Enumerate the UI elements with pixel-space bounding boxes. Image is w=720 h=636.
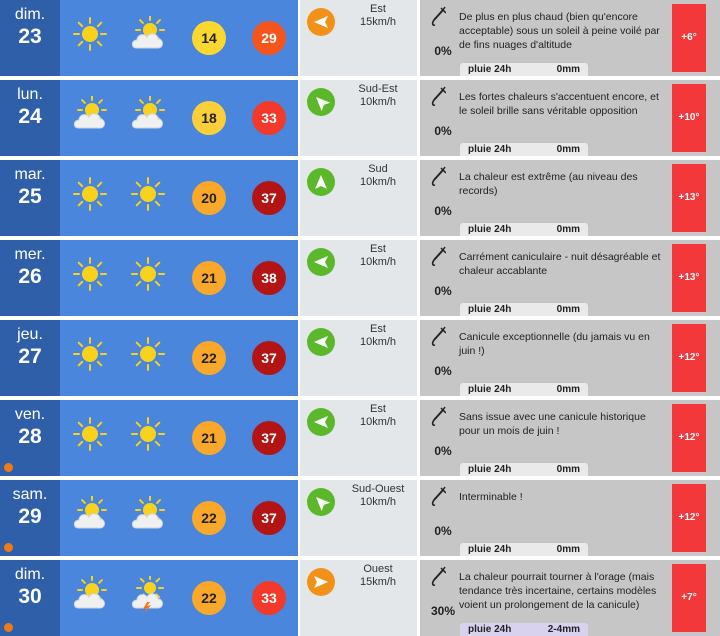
temp-min: 21 — [192, 261, 226, 295]
temp-min: 22 — [192, 501, 226, 535]
rain-24h-bar — [460, 303, 588, 316]
day-name: dim. — [14, 566, 46, 583]
forecast-description: La chaleur pourrait tourner à l'orage (mais tendance très incertaine, certains modèles voient un prolongement de la canicule) — [459, 571, 657, 611]
wind-arrow-icon — [306, 7, 336, 37]
rain-24h-bar — [460, 223, 588, 236]
temp-anomaly: +10° — [672, 84, 706, 152]
wind-speed: 10km/h — [359, 336, 397, 348]
umbrella-icon — [430, 246, 446, 268]
wind-direction: Est — [370, 243, 386, 255]
temp-min: 21 — [192, 421, 226, 455]
weather-cell — [60, 560, 298, 636]
day-name: dim. — [14, 6, 46, 23]
day-cell — [0, 160, 60, 236]
rain-24h-amount: 0mm — [556, 144, 580, 155]
rain-24h-label: pluie 24h — [468, 304, 512, 315]
temp-anomaly: +12° — [672, 324, 706, 392]
temp-min: 18 — [192, 101, 226, 135]
rain-probability: 0% — [434, 44, 452, 58]
umbrella-icon — [430, 566, 446, 588]
umbrella-icon — [430, 6, 446, 28]
day-name: lun. — [17, 86, 43, 103]
umbrella-icon — [430, 406, 446, 428]
forecast-row-jeu-27[interactable] — [0, 320, 720, 396]
day-name: sam. — [12, 486, 48, 503]
wind-arrow-icon — [306, 247, 336, 277]
temp-max: 37 — [252, 181, 286, 215]
rain-24h-amount: 0mm — [556, 384, 580, 395]
temp-anomaly: +7° — [672, 564, 706, 632]
day-number: 24 — [18, 105, 42, 128]
day-name: mar. — [14, 166, 46, 183]
umbrella-icon — [430, 486, 446, 508]
day-name: jeu. — [17, 326, 43, 343]
wind-speed: 10km/h — [359, 256, 397, 268]
sun-icon — [130, 176, 166, 212]
day-number: 30 — [18, 585, 42, 608]
sun-cloud-icon — [72, 96, 108, 132]
weather-cell — [60, 240, 298, 316]
temp-max: 38 — [252, 261, 286, 295]
umbrella-icon — [430, 326, 446, 348]
wind-arrow-icon — [306, 487, 336, 517]
temp-max: 37 — [252, 501, 286, 535]
day-number: 25 — [18, 185, 42, 208]
day-number: 27 — [18, 345, 42, 368]
info-cell — [420, 400, 720, 476]
wind-arrow-icon — [306, 567, 336, 597]
forecast-row-dim-30[interactable] — [0, 560, 720, 636]
rain-24h-label: pluie 24h — [468, 624, 512, 635]
wind-direction: Est — [370, 323, 386, 335]
rain-24h-label: pluie 24h — [468, 64, 512, 75]
sun-icon — [72, 336, 108, 372]
day-name: ven. — [14, 406, 46, 423]
weather-cell — [60, 320, 298, 396]
rain-24h-bar — [460, 463, 588, 476]
info-cell — [420, 320, 720, 396]
wind-cell — [300, 480, 417, 556]
day-number: 23 — [18, 25, 42, 48]
rain-24h-label: pluie 24h — [468, 144, 512, 155]
sun-icon — [72, 16, 108, 52]
temp-max: 37 — [252, 421, 286, 455]
wind-speed: 10km/h — [359, 176, 397, 188]
sun-icon — [72, 176, 108, 212]
forecast-row-dim-23[interactable] — [0, 0, 720, 76]
forecast-description: De plus en plus chaud (bien qu'encore acceptable) sous un soleil à peine voilé par de fins nuages d'altitude — [459, 11, 660, 51]
sun-cloud-icon — [130, 16, 166, 52]
temp-min: 22 — [192, 581, 226, 615]
temp-max: 33 — [252, 101, 286, 135]
weather-cell — [60, 160, 298, 236]
forecast-description: Interminable ! — [459, 491, 523, 503]
info-cell — [420, 480, 720, 556]
wind-arrow-icon — [306, 87, 336, 117]
rain-24h-bar — [460, 63, 588, 76]
wind-arrow-icon — [306, 327, 336, 357]
sun-cloud-icon — [130, 96, 166, 132]
temp-anomaly: +13° — [672, 164, 706, 232]
rain-probability: 30% — [430, 604, 456, 618]
rain-24h-amount: 0mm — [556, 224, 580, 235]
alert-dot-icon — [4, 543, 13, 552]
wind-speed: 15km/h — [359, 576, 397, 588]
wind-cell — [300, 400, 417, 476]
day-cell — [0, 0, 60, 76]
umbrella-icon — [430, 166, 446, 188]
storm-cloud-icon — [130, 576, 166, 612]
forecast-description: Carrément caniculaire - nuit désagréable et chaleur accablante — [459, 251, 661, 277]
info-cell — [420, 0, 720, 76]
temp-anomaly: +12° — [672, 404, 706, 472]
wind-direction: Sud-Ouest — [351, 483, 405, 495]
wind-cell — [300, 560, 417, 636]
info-cell — [420, 160, 720, 236]
sun-icon — [72, 256, 108, 292]
rain-24h-bar — [460, 383, 588, 396]
temp-anomaly: +6° — [672, 4, 706, 72]
temp-anomaly: +12° — [672, 484, 706, 552]
temp-min: 20 — [192, 181, 226, 215]
forecast-description: Sans issue avec une canicule historique pour un mois de juin ! — [459, 411, 646, 437]
weather-cell — [60, 0, 298, 76]
temp-max: 29 — [252, 21, 286, 55]
day-number: 29 — [18, 505, 42, 528]
wind-speed: 15km/h — [359, 16, 397, 28]
rain-24h-label: pluie 24h — [468, 544, 512, 555]
rain-24h-amount: 2-4mm — [547, 624, 580, 635]
sun-icon — [130, 256, 166, 292]
forecast-row-mar-25[interactable] — [0, 160, 720, 236]
sun-cloud-icon — [130, 496, 166, 532]
day-number: 26 — [18, 265, 42, 288]
info-cell — [420, 240, 720, 316]
rain-24h-label: pluie 24h — [468, 464, 512, 475]
weather-cell — [60, 400, 298, 476]
rain-probability: 0% — [434, 204, 452, 218]
day-cell — [0, 560, 60, 636]
wind-direction: Ouest — [363, 563, 393, 575]
day-cell — [0, 80, 60, 156]
rain-probability: 0% — [434, 284, 452, 298]
rain-24h-bar — [460, 623, 588, 636]
wind-direction: Sud-Est — [358, 83, 398, 95]
rain-24h-amount: 0mm — [556, 464, 580, 475]
wind-cell — [300, 80, 417, 156]
rain-24h-bar — [460, 543, 588, 556]
rain-24h-amount: 0mm — [556, 304, 580, 315]
wind-speed: 10km/h — [359, 96, 397, 108]
forecast-row-sam-29[interactable] — [0, 480, 720, 556]
day-name: mer. — [14, 246, 46, 263]
rain-probability: 0% — [434, 444, 452, 458]
temp-min: 22 — [192, 341, 226, 375]
forecast-row-mer-26[interactable] — [0, 240, 720, 316]
day-cell — [0, 320, 60, 396]
wind-cell — [300, 160, 417, 236]
wind-speed: 10km/h — [359, 416, 397, 428]
forecast-description: Les fortes chaleurs s'accentuent encore, et le soleil brille sans véritable opposition — [459, 91, 659, 117]
rain-24h-amount: 0mm — [556, 544, 580, 555]
temp-max: 37 — [252, 341, 286, 375]
wind-cell — [300, 0, 417, 76]
wind-cell — [300, 240, 417, 316]
rain-probability: 0% — [434, 364, 452, 378]
rain-24h-amount: 0mm — [556, 64, 580, 75]
sun-cloud-icon — [72, 576, 108, 612]
rain-24h-label: pluie 24h — [468, 384, 512, 395]
rain-24h-bar — [460, 143, 588, 156]
wind-direction: Sud — [368, 163, 388, 175]
day-cell — [0, 400, 60, 476]
weather-cell — [60, 80, 298, 156]
umbrella-icon — [430, 86, 446, 108]
wind-cell — [300, 320, 417, 396]
temp-min: 14 — [192, 21, 226, 55]
rain-24h-label: pluie 24h — [468, 224, 512, 235]
info-cell — [420, 80, 720, 156]
day-number: 28 — [18, 425, 42, 448]
wind-arrow-icon — [306, 167, 336, 197]
rain-probability: 0% — [434, 524, 452, 538]
sun-icon — [130, 336, 166, 372]
wind-direction: Est — [370, 3, 386, 15]
wind-direction: Est — [370, 403, 386, 415]
sun-icon — [72, 416, 108, 452]
forecast-description: Canicule exceptionnelle (du jamais vu en juin !) — [459, 331, 650, 357]
rain-probability: 0% — [434, 124, 452, 138]
temp-max: 33 — [252, 581, 286, 615]
wind-arrow-icon — [306, 407, 336, 437]
wind-speed: 10km/h — [359, 496, 397, 508]
forecast-row-ven-28[interactable] — [0, 400, 720, 476]
weather-cell — [60, 480, 298, 556]
alert-dot-icon — [4, 463, 13, 472]
info-cell — [420, 560, 720, 636]
sun-icon — [130, 416, 166, 452]
sun-cloud-icon — [72, 496, 108, 532]
day-cell — [0, 240, 60, 316]
day-cell — [0, 480, 60, 556]
forecast-row-lun-24[interactable] — [0, 80, 720, 156]
forecast-description: La chaleur est extrême (au niveau des records) — [459, 171, 638, 197]
temp-anomaly: +13° — [672, 244, 706, 312]
alert-dot-icon — [4, 623, 13, 632]
